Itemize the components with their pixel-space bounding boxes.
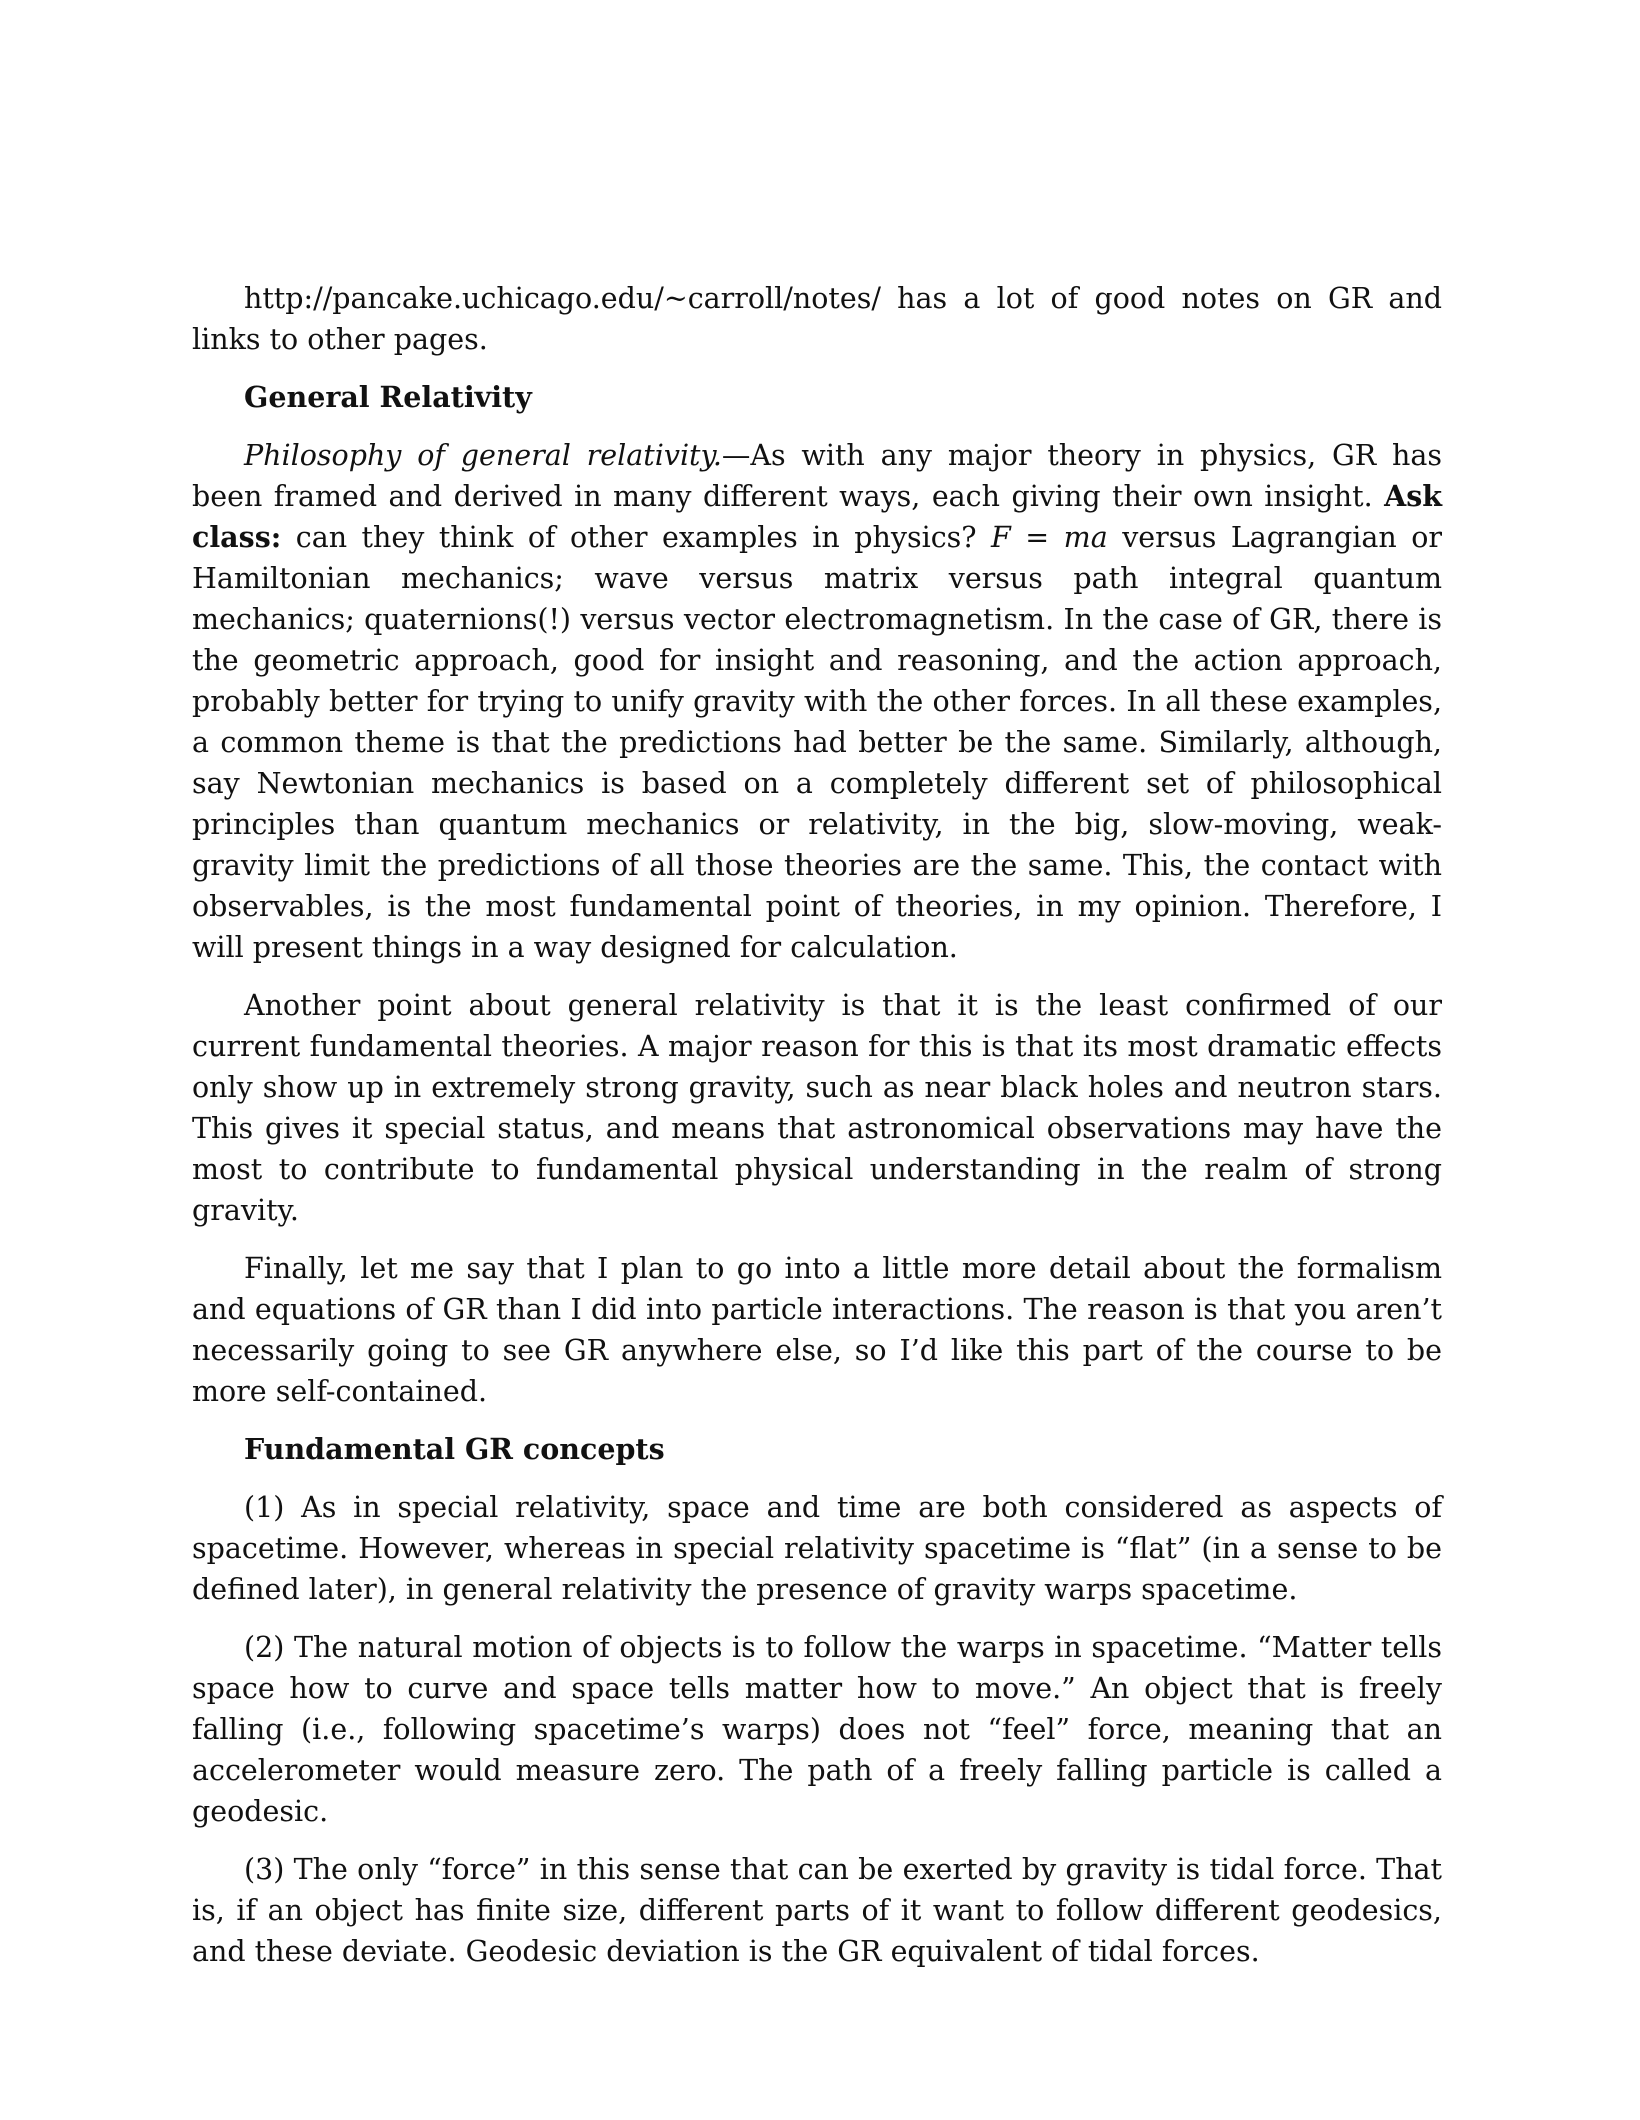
equation-inline: F = ma xyxy=(991,521,1108,554)
run-in-heading: Philosophy of general relativity. xyxy=(244,439,722,472)
concept-2-paragraph: (2) The natural motion of objects is to follow the warps in spacetime. “Matter tells space how to curve and space tells matter how to move.” An object that is freely falling (i.e., following spacetime’s warps) does not “feel” force, meaning that an accelerometer would measure zero. The path of a freely falling particle is called a geodesic. xyxy=(192,1631,1442,1828)
em-dash: — xyxy=(721,439,751,472)
paragraph-text: versus Lagrangian or Hamiltonian mechanics; wave versus matrix versus path integral quantum mechanics; quaternions(!) versus vector electromagnetism. In the case of GR, there is the geometric approach, good for insight and reasoning, and the action approach, probably better for trying to unify gravity with the other forces. In all these examples, a common theme is that the predictions had better be the same. Similarly, although, say Newtonian mechanics is based on a completely different set of philosophical principles than quantum mechanics or relativity, in the big, slow-moving, weak-gravity limit the predictions of all those theories are the same. This, the contact with observables, is the most fundamental point of theories, in my opinion. Therefore, I will present things in a way designed for calculation. xyxy=(192,521,1442,964)
concept-3-paragraph: (3) The only “force” in this sense that can be exerted by gravity is tidal force. That is, if an object has finite size, different parts of it want to follow different geodesics, and these deviate. Geodesic deviation is the GR equivalent of tidal forces. xyxy=(192,1853,1442,1968)
document-page xyxy=(192,278,1442,1989)
paragraph-text: can they think of other examples in physics? xyxy=(281,521,992,554)
intro-paragraph: http://pancake.uchicago.edu/~carroll/notes/ has a lot of good notes on GR and links to other pages. xyxy=(192,282,1442,356)
ask-class-label: Ask class: xyxy=(192,479,1442,554)
concept-1-paragraph: (1) As in special relativity, space and time are both considered as aspects of spacetime. However, whereas in special relativity spacetime is “flat” (in a sense to be defined later), in general relativity the presence of gravity warps spacetime. xyxy=(192,1491,1442,1606)
paragraph-text: As with any major theory in physics, GR has been framed and derived in many different ways, each giving their own insight. xyxy=(192,439,1442,513)
formalism-paragraph: Finally, let me say that I plan to go into a little more detail about the formalism and equations of GR than I did into particle interactions. The reason is that you aren’t necessarily going to see GR anywhere else, so I’d like this part of the course to be more self-contained. xyxy=(192,1252,1442,1408)
section-heading-concepts: Fundamental GR concepts xyxy=(244,1432,665,1466)
philosophy-paragraph xyxy=(192,435,1442,968)
section-heading-general-relativity: General Relativity xyxy=(244,380,532,414)
confirmation-paragraph: Another point about general relativity is that it is the least confirmed of our current fundamental theories. A major reason for this is that its most dramatic effects only show up in extremely strong gravity, such as near black holes and neutron stars. This gives it special status, and means that astronomical observations may have the most to contribute to fundamental physical understanding in the realm of strong gravity. xyxy=(192,989,1442,1227)
